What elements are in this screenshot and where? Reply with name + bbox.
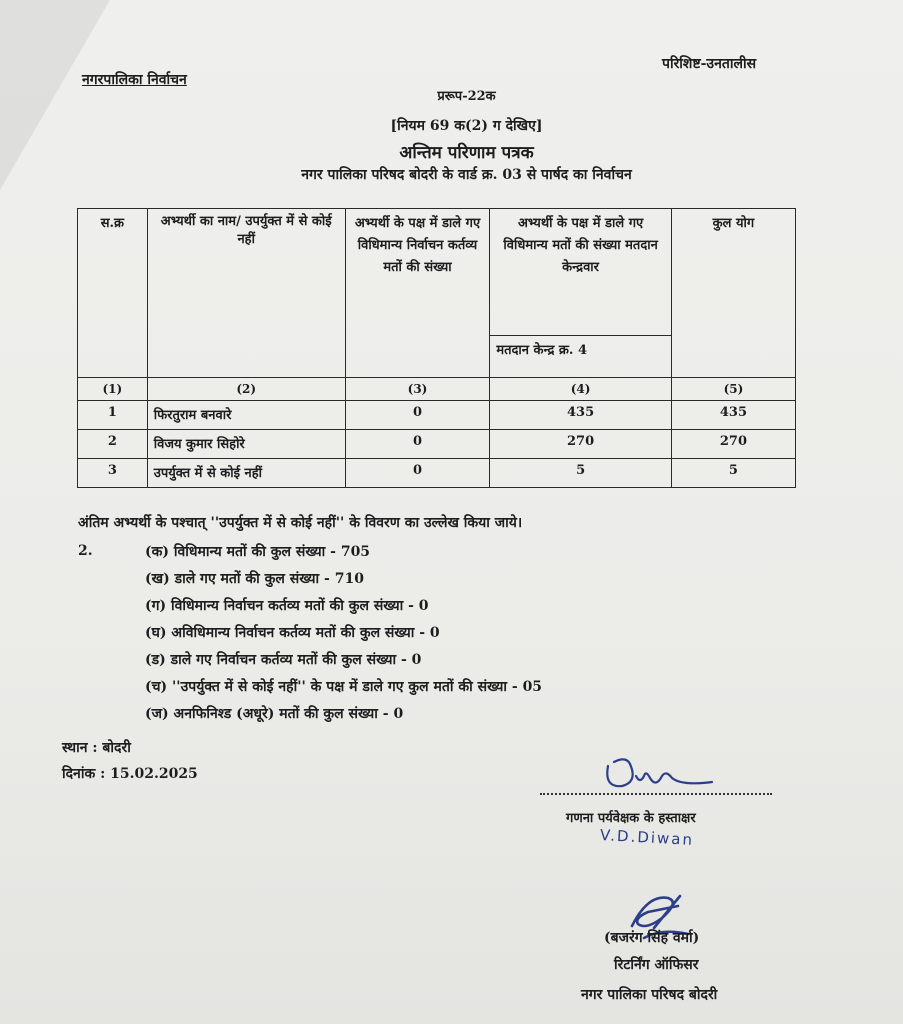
row-booth-votes: 270 <box>490 430 672 459</box>
rule-reference: [नियम 69 क(2) ग देखिए] <box>390 118 543 134</box>
header-sno: स.क्र <box>78 209 148 378</box>
document-subtitle: नगर पालिका परिषद बोदरी के वार्ड क्र. 03 से पार्षद का निर्वाचन <box>301 167 632 183</box>
supervisor-signature-icon <box>600 752 720 794</box>
returning-officer-office: नगर पालिका परिषद बोदरी <box>581 987 718 1003</box>
col-number-1: (1) <box>78 378 148 401</box>
point-number: 2. <box>78 543 93 559</box>
document-title: अन्तिम परिणाम पत्रक <box>399 143 534 163</box>
row-total: 5 <box>671 459 795 488</box>
signature-dotted-line <box>540 793 772 795</box>
header-left-label: नगरपालिका निर्वाचन <box>82 72 187 88</box>
row-candidate-name: फिरतुराम बनवारे <box>147 401 345 430</box>
list-item: (ख) डाले गए मतों की कुल संख्या - 710 <box>145 571 364 587</box>
table-header-row <box>78 209 796 336</box>
returning-officer-signature-icon <box>618 888 698 958</box>
results-table <box>77 208 796 488</box>
list-item: (ग) विधिमान्य निर्वाचन कर्तव्य मतों की कुल संख्या - 0 <box>145 598 429 614</box>
header-booth-number: मतदान केन्द्र क्र. 4 <box>490 336 672 378</box>
row-booth-votes: 435 <box>490 401 672 430</box>
list-item: (च) ''उपर्युक्त में से कोई नहीं'' के पक्ष में डाले गए कुल मतों की संख्या - 05 <box>145 679 543 695</box>
place-label: स्थान : बोदरी <box>62 740 131 756</box>
returning-officer-name: (बजरंग सिंह वर्मा) <box>604 930 700 946</box>
header-total: कुल योग <box>671 209 795 378</box>
supervisor-signature-label: गणना पर्यवेक्षक के हस्ताक्षर <box>566 811 696 826</box>
form-number: प्ररूप-22क <box>437 89 496 104</box>
instruction-note: अंतिम अभ्यर्थी के पश्चात् ''उपर्युक्त में से कोई नहीं'' के विवरण का उल्लेख किया जाये। <box>78 515 523 531</box>
row-postal-votes: 0 <box>345 401 490 430</box>
row-total: 435 <box>671 401 795 430</box>
list-item: (ज) अनफिनिश्ड (अधूरे) मतों की कुल संख्या - 0 <box>145 706 404 722</box>
list-item: (क) विधिमान्य मतों की कुल संख्या - 705 <box>145 544 371 560</box>
row-postal-votes: 0 <box>345 459 490 488</box>
header-candidate: अभ्यर्थी का नाम/ उपर्युक्त में से कोई नहीं <box>147 209 345 378</box>
list-item: (ड) डाले गए निर्वाचन कर्तव्य मतों की कुल संख्या - 0 <box>145 652 422 668</box>
row-postal-votes: 0 <box>345 430 490 459</box>
row-sno: 1 <box>78 401 148 430</box>
header-postal-votes: अभ्यर्थी के पक्ष में डाले गए विधिमान्य निर्वाचन कर्तव्य मतों की संख्या <box>345 209 490 378</box>
row-sno: 3 <box>78 459 148 488</box>
date-label: दिनांक : 15.02.2025 <box>62 766 198 782</box>
summary-list <box>145 541 542 730</box>
col-number-4: (4) <box>490 378 672 401</box>
col-number-3: (3) <box>345 378 490 401</box>
returning-officer-title: रिटर्निंग ऑफिसर <box>614 957 699 973</box>
appendix-label: परिशिष्ट-उनतालीस <box>662 56 757 72</box>
col-number-5: (5) <box>671 378 795 401</box>
column-number-row <box>78 378 796 401</box>
row-candidate-name: उपर्युक्त में से कोई नहीं <box>147 459 345 488</box>
row-candidate-name: विजय कुमार सिहोरे <box>147 430 345 459</box>
list-item: (घ) अविधिमान्य निर्वाचन कर्तव्य मतों की कुल संख्या - 0 <box>145 625 440 641</box>
col-number-2: (2) <box>147 378 345 401</box>
row-sno: 2 <box>78 430 148 459</box>
table-row <box>78 459 796 488</box>
table-row <box>78 430 796 459</box>
row-total: 270 <box>671 430 795 459</box>
table-row <box>78 401 796 430</box>
row-booth-votes: 5 <box>490 459 672 488</box>
supervisor-handwritten-name: V.D.Diwan <box>599 826 695 849</box>
header-booth-votes: अभ्यर्थी के पक्ष में डाले गए विधिमान्य मतों की संख्या मतदान केन्द्रवार <box>490 209 672 336</box>
